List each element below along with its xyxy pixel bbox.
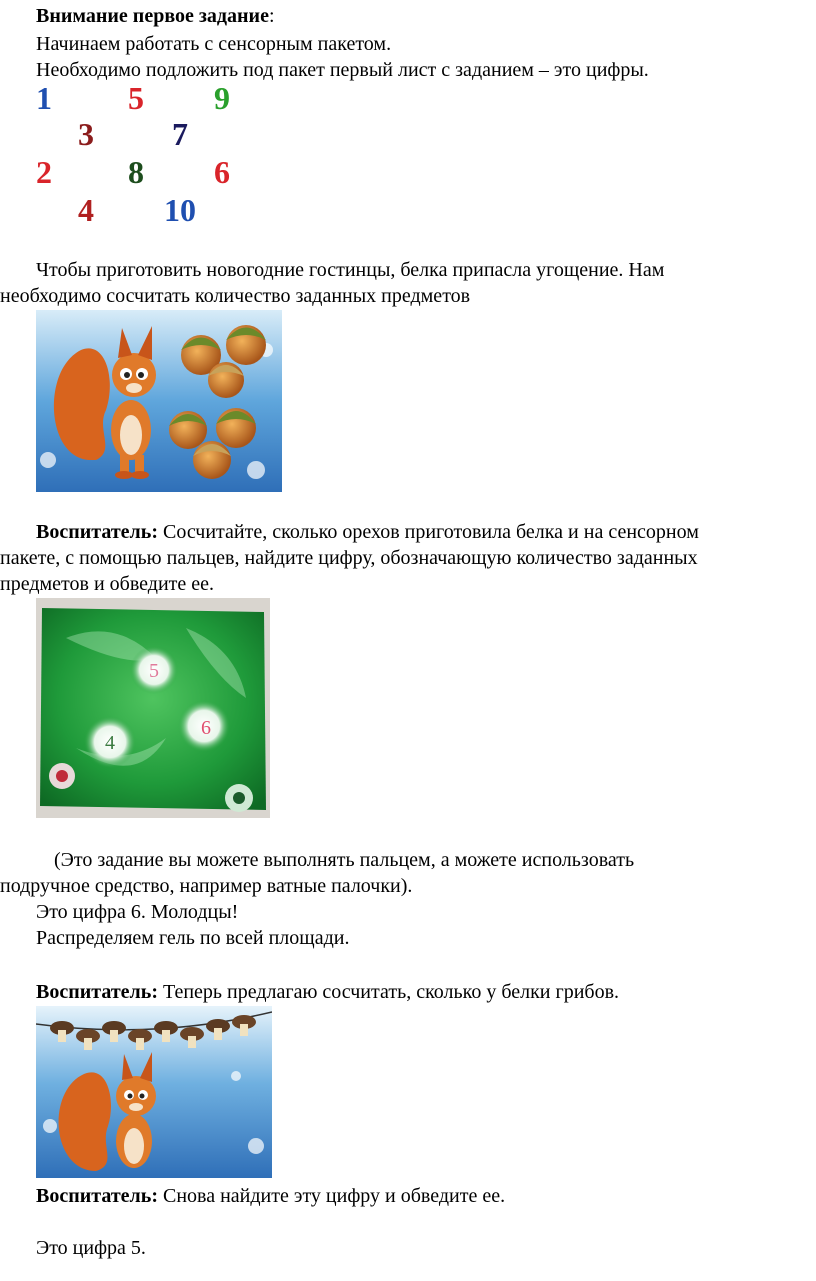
squirrel-mushrooms-image [36,1006,272,1178]
para1-line-2: необходимо сосчитать количество заданных предметов [0,285,471,307]
para5-text: Снова найдите эту цифру и обведите ее. [157,1185,506,1207]
bag-digit: 6 [201,717,211,739]
squirrel-nuts-image [36,310,282,492]
digit: 1 [36,80,52,116]
para2-line-2: пакете, с помощью пальцев, найдите цифру, обозначающую количество заданных [0,547,698,569]
sensory-bag-illustration [36,598,270,818]
intro-line-1: Начинаем работать с сенсорным пакетом. [36,33,392,55]
para2-line-1 [36,520,699,544]
digit: 5 [128,80,144,116]
task-heading-line [36,4,275,28]
para3-line-3: Это цифра 6. Молодцы! [36,901,239,923]
para4-line [36,980,619,1004]
squirrel-nuts-illustration [36,310,282,492]
para4-text: Теперь предлагаю сосчитать, сколько у белки грибов. [157,981,620,1003]
para5-line [36,1184,505,1208]
digit: 10 [164,192,196,228]
para2-line-3: предметов и обведите ее. [0,573,215,595]
intro-line-2: Необходимо подложить под пакет первый лист с заданием – это цифры. [36,59,649,81]
digit: 7 [172,116,188,152]
para3-line-2: подручное средство, например ватные палочки). [0,875,413,897]
sensory-bag-photo [36,598,270,818]
para3-line-4: Распределяем гель по всей площади. [36,927,350,949]
digit: 3 [78,116,94,152]
speaker-label: Воспитатель: [36,1185,158,1207]
digit: 4 [78,192,94,228]
digit: 2 [36,154,52,190]
speaker-label: Воспитатель: [36,981,158,1003]
task-heading: Внимание первое задание [36,5,269,27]
digit: 6 [214,154,230,190]
task-heading-colon: : [268,5,275,27]
speaker-label: Воспитатель: [36,521,158,543]
para3-line-1: (Это задание вы можете выполнять пальцем, а можете использовать [54,849,635,871]
bag-digit: 5 [149,660,159,682]
para6-line: Это цифра 5. [36,1237,146,1259]
bag-digit: 4 [105,732,115,754]
digit: 8 [128,154,144,190]
para1-line-1: Чтобы приготовить новогодние гостинцы, белка припасла угощение. Нам [36,259,665,281]
para2-text: Сосчитайте, сколько орехов приготовила белка и на сенсорном [157,521,699,543]
squirrel-mushrooms-illustration [36,1006,272,1178]
digit: 9 [214,80,230,116]
